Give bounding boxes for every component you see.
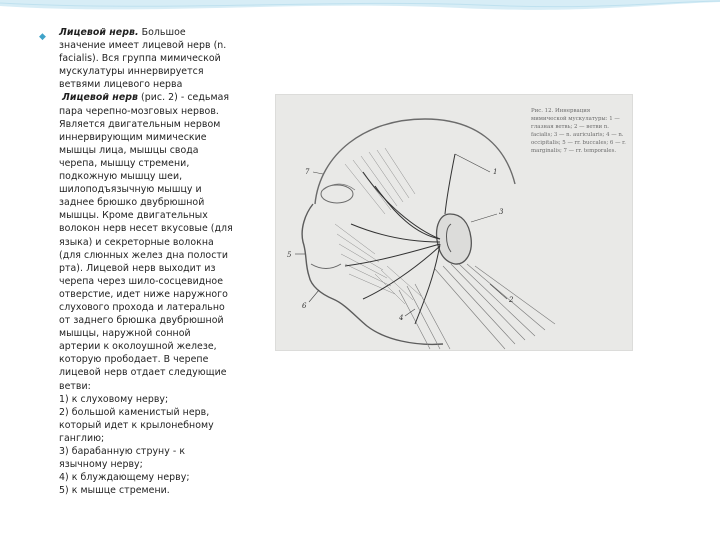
figure-label: 6	[302, 302, 307, 310]
main-paragraph	[59, 91, 235, 392]
figure-caption	[531, 107, 626, 155]
caption-text: Рис. 12. Иннервация мимической мускулатуры: 1 — глазная ветвь; 2 — ветви n. facialis; 3 — n. auricularis; 4 — n. occipitalis; 5 — rr. buccales; 6 — r. marginalis; 7 — rr. temporales.	[531, 108, 626, 154]
figure-label: 7	[305, 168, 310, 176]
figure-label: 5	[287, 251, 292, 259]
intro-paragraph	[59, 26, 235, 91]
figure-label: 4	[399, 314, 404, 322]
term-bold: Лицевой нерв	[62, 92, 138, 104]
title-bold: Лицевой нерв.	[59, 27, 139, 38]
body-text	[59, 26, 235, 497]
figure-label: 2	[509, 296, 514, 304]
figure-label: 3	[499, 208, 504, 216]
main-text: (рис. 2) - седьмая пара черепно-мозговых нервов. Является двигательным нервом иннервирующим мимические мышцы лица, мышцы свода черепа, мышцу стремени, подкожную мышцу шеи, шилоподъязычную мышцу и заднее брюшко двубрюшной мышцы. Кроме двигательных волокон нерв несет вкусовые (для языка) и секреторные волокна (для слюнных желез дна полости рта). Лицевой нерв выходит из черепа через шило-сосцевидное отверстие, идет ниже наружного слухового прохода и латерально от заднего брюшка двубрюшной мышцы, наружной сонной артерии к околоушной железе, которую прободает. В черепе лицевой нерв отдает следующие ветви:	[59, 92, 233, 392]
list-item: 4) к блуждающему нерву;	[59, 472, 190, 484]
list-item: 3) барабанную струну - к язычному нерву;	[59, 446, 186, 471]
bullet-icon: ◆	[39, 31, 46, 41]
list-item: 1) к слуховому нерву;	[59, 393, 169, 405]
branch-list	[59, 393, 235, 498]
list-item: 5) к мышце стремени.	[59, 485, 170, 497]
intro-text: Большое значение имеет лицевой нерв (n. facialis). Вся группа мимической мускулатуры иннервируется ветвями лицевого нерва	[59, 27, 227, 91]
list-item: 2) большой каменистый нерв, который идет к крылонебному ганглию;	[59, 406, 214, 444]
decorative-wave	[0, 0, 720, 28]
figure-label: 1	[493, 168, 498, 176]
